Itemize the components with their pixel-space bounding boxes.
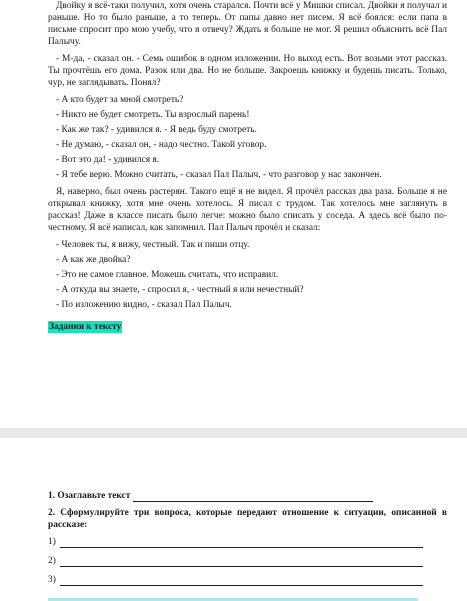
dialogue-line: - По изложению видно, - сказал Пал Палыч. [56, 300, 232, 310]
dialogue-line: - А откуда вы знаете, - спросил я, - честный я или нечестный? [56, 285, 304, 295]
dialogue-line: - Вот это да! - удивился я. [56, 155, 160, 165]
story-paragraph-1: Двойку я всё-таки получил, хотя очень старался. Почти всё у Мишки списал. Двойки я получал и раньше. Но то было раньше, а то теперь. От папы давно нет писем. Я всё боялся: если папа в письме спросит про мою учебу, что я отвечу? Ждать я больше не мог. Я решил объяснить всё Пал Палычу. [48, 1, 447, 47]
answer-row-3[interactable] [48, 574, 447, 586]
dialogue-line: - Я тебе верю. Можно считать, - сказал Пал Палыч, - что разговор у нас закончен. [56, 170, 382, 180]
section-heading-highlighted: Задания к тексту [49, 322, 122, 332]
answer-number: 2) [48, 556, 56, 566]
dialogue-line: - Не думаю, - сказал он, - надо честно. Такой уговор. [56, 140, 267, 150]
dialogue-line: - Никто не будет смотреть. Ты взрослый парень! [56, 110, 250, 120]
dialogue-line: - Человек ты, я вижу, честный. Так и пиши отцу. [56, 240, 250, 250]
dialogue-line: - А кто будет за мной смотреть? [56, 95, 184, 105]
answer-number: 3) [48, 575, 56, 585]
task-2-label: 2. Сформулируйте три вопроса, которые передают отношение к ситуации, описанной в рассказе: [48, 508, 447, 530]
dialogue-line: - Как же так? - удивился я. - Я ведь буду смотреть. [56, 125, 257, 135]
answer-line[interactable] [60, 538, 423, 548]
document-page-2 [0, 438, 467, 601]
answer-line[interactable] [60, 576, 423, 586]
answer-row-1[interactable] [48, 536, 447, 548]
dialogue-line: - А как же двойка? [56, 255, 131, 265]
task-2 [48, 507, 447, 531]
task-1-label: 1. Озаглавьте текст [48, 491, 131, 501]
answer-line[interactable] [60, 557, 423, 567]
task-1 [48, 490, 447, 502]
story-paragraph-2: - М-да, - сказал он. - Семь ошибок в одном изложении. Но выход есть. Вот возьми этот рассказ. Ты прочтёшь его дома. Разок или два. Но не больше. Закроешь книжку и будешь писать. Только, чур, не заглядывать. Понял? [48, 54, 447, 88]
title-answer-line[interactable] [133, 492, 373, 502]
story-paragraph-3: Я, наверно, был очень растерян. Такого ещё я не видел. Я прочёл рассказ два раза. Больше я не открывал книжку, хотя мне очень хотелось. Я писал с трудом. Так хотелось мне заглянуть в рассказ! Даже в классе писать было легче: можно было списать у соседа. А здесь всё было по-честному. Я всё написал, как запомнил. Пал Палыч прочёл и сказал: [48, 187, 447, 233]
dialogue-line: - Это не самое главное. Можешь считать, что исправил. [56, 270, 279, 280]
answer-number: 1) [48, 537, 56, 547]
answer-row-2[interactable] [48, 555, 447, 567]
